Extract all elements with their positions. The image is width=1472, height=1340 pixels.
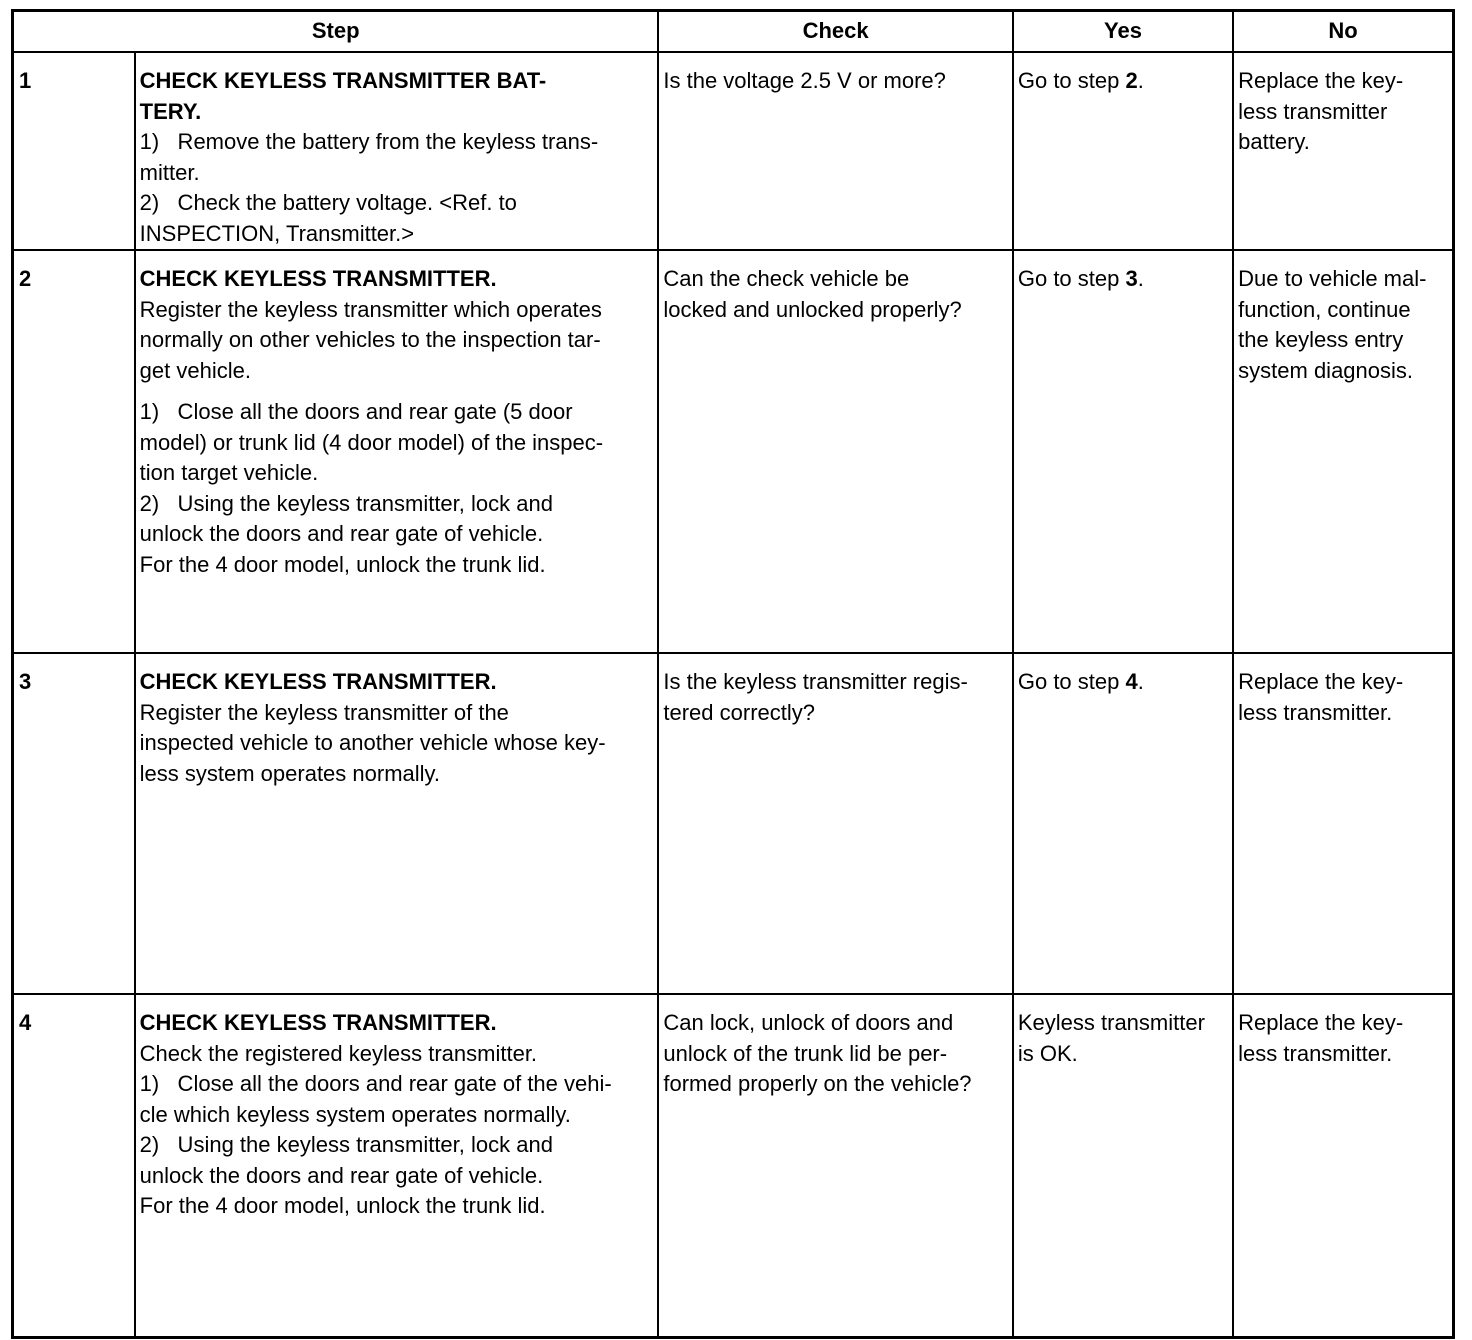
check-line: Can lock, unlock of doors and	[663, 1010, 954, 1035]
step-line: 1) Close all the doors and rear gate of the vehi-	[139, 1071, 612, 1096]
yes-suffix: .	[1137, 669, 1144, 694]
step-title: CHECK KEYLESS TRANSMITTER.	[139, 266, 497, 291]
table-row	[13, 994, 1454, 1338]
step-line: 2) Check the battery voltage. <Ref. to	[139, 190, 517, 215]
no-line: less transmitter.	[1238, 699, 1393, 725]
step-line: cle which keyless system operates normally.	[139, 1101, 571, 1127]
no-line: the keyless entry	[1238, 327, 1404, 352]
step-line: model) or trunk lid (4 door model) of the inspec-	[139, 429, 604, 455]
step-line: 2) Using the keyless transmitter, lock and	[139, 1132, 553, 1157]
no-line: Replace the key-	[1238, 1010, 1404, 1035]
goto-step-number: 2	[1125, 68, 1138, 93]
yes-cell	[1013, 250, 1233, 653]
step-line: INSPECTION, Transmitter.>	[139, 220, 415, 246]
step-description	[135, 653, 659, 994]
no-cell	[1233, 250, 1453, 653]
header-row	[13, 11, 1454, 53]
step-number: 2	[13, 250, 135, 653]
table-row	[13, 250, 1454, 653]
header-yes: Yes	[1013, 11, 1233, 53]
yes-suffix: .	[1137, 68, 1144, 93]
step-title: CHECK KEYLESS TRANSMITTER BAT-	[139, 68, 547, 93]
no-line: less transmitter.	[1238, 1040, 1393, 1066]
step-number: 3	[13, 653, 135, 994]
no-line: battery.	[1238, 129, 1310, 154]
no-cell	[1233, 52, 1453, 250]
no-line: Replace the key-	[1238, 68, 1404, 93]
no-cell	[1233, 994, 1453, 1338]
yes-cell	[1013, 52, 1233, 250]
check-line: unlock of the trunk lid be per-	[663, 1040, 948, 1066]
yes-line: Keyless transmitter	[1017, 1010, 1205, 1035]
step-line: less system operates normally.	[139, 760, 441, 786]
step-line: mitter.	[139, 159, 200, 185]
header-no: No	[1233, 11, 1453, 53]
no-line: Replace the key-	[1238, 669, 1404, 694]
step-description	[135, 250, 659, 653]
yes-line: is OK.	[1017, 1040, 1078, 1066]
step-line: tion target vehicle.	[139, 460, 319, 485]
check-line: formed properly on the vehicle?	[663, 1071, 972, 1096]
step-description	[135, 52, 659, 250]
step-line: unlock the doors and rear gate of vehicle.	[139, 521, 544, 546]
no-cell	[1233, 653, 1453, 994]
goto-step-number: 4	[1125, 669, 1138, 694]
header-check: Check	[658, 11, 1012, 53]
step-title: TERY.	[139, 98, 202, 124]
check-cell	[658, 52, 1012, 250]
yes-text: Go to step	[1017, 266, 1126, 291]
step-description	[135, 994, 659, 1338]
paragraph-gap	[140, 386, 654, 397]
yes-cell	[1013, 653, 1233, 994]
yes-text: Go to step	[1017, 68, 1126, 93]
check-line: Can the check vehicle be	[663, 266, 910, 291]
table-row	[13, 653, 1454, 994]
step-title: CHECK KEYLESS TRANSMITTER.	[139, 1010, 497, 1035]
no-line: less transmitter	[1238, 98, 1388, 124]
goto-step-number: 3	[1125, 266, 1138, 291]
step-line: 2) Using the keyless transmitter, lock and	[139, 490, 553, 516]
yes-suffix: .	[1137, 266, 1144, 291]
check-cell	[658, 653, 1012, 994]
step-line: For the 4 door model, unlock the trunk lid.	[139, 551, 546, 577]
step-number: 1	[13, 52, 135, 250]
step-line: Check the registered keyless transmitter.	[139, 1040, 538, 1066]
step-line: get vehicle.	[139, 357, 251, 383]
check-line: Is the keyless transmitter regis-	[663, 669, 968, 694]
table-row	[13, 52, 1454, 250]
check-cell	[658, 994, 1012, 1338]
step-line: 1) Remove the battery from the keyless trans-	[139, 129, 599, 154]
yes-cell	[1013, 994, 1233, 1338]
no-line: function, continue	[1238, 296, 1411, 322]
step-title: CHECK KEYLESS TRANSMITTER.	[139, 669, 497, 694]
step-number: 4	[13, 994, 135, 1338]
diagnostic-table	[11, 9, 1455, 1339]
check-line: tered correctly?	[663, 699, 815, 725]
step-line: Register the keyless transmitter which operates	[139, 296, 602, 322]
header-step: Step	[13, 11, 659, 53]
no-line: Due to vehicle mal-	[1238, 266, 1427, 291]
no-line: system diagnosis.	[1238, 357, 1414, 383]
step-line: 1) Close all the doors and rear gate (5 door	[139, 399, 573, 424]
step-line: Register the keyless transmitter of the	[139, 699, 509, 725]
step-line: For the 4 door model, unlock the trunk lid.	[139, 1193, 546, 1218]
check-line: Is the voltage 2.5 V or more?	[663, 68, 946, 93]
check-line: locked and unlocked properly?	[663, 296, 962, 322]
check-cell	[658, 250, 1012, 653]
step-line: inspected vehicle to another vehicle whose key-	[139, 730, 606, 755]
step-line: normally on other vehicles to the inspection tar-	[139, 327, 601, 352]
yes-text: Go to step	[1017, 669, 1126, 694]
step-line: unlock the doors and rear gate of vehicle.	[139, 1162, 544, 1188]
